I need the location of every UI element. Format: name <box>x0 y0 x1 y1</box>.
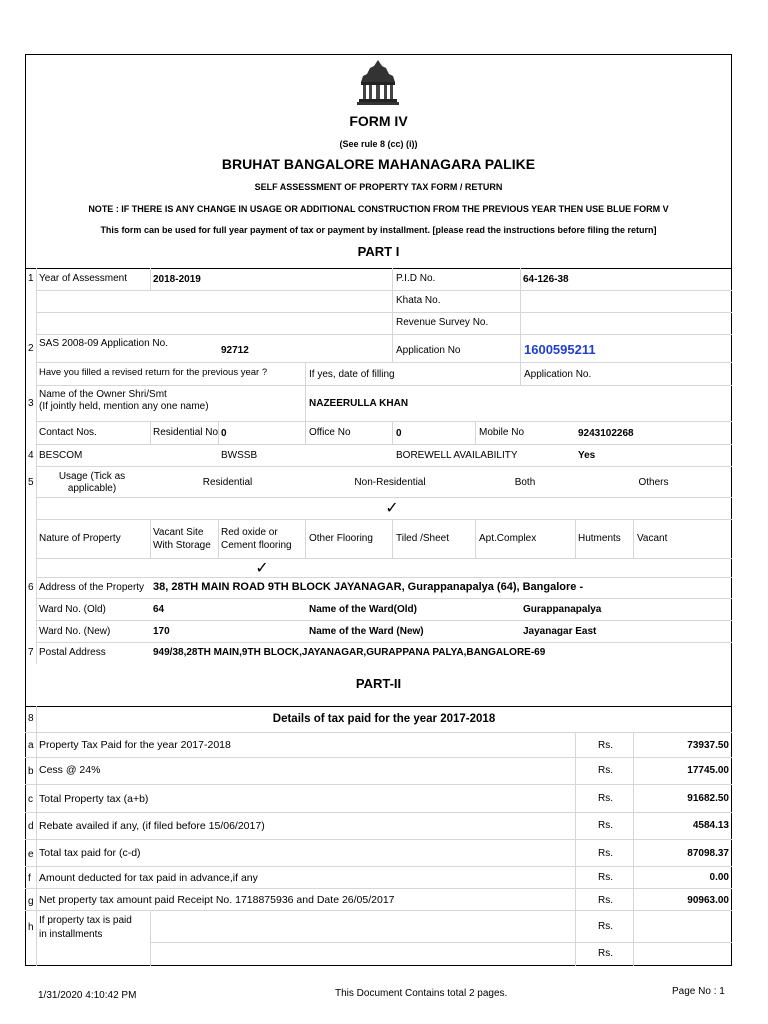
print-datetime: 1/31/2020 4:10:42 PM <box>38 990 137 1001</box>
rs-label: Rs. <box>598 872 613 883</box>
usage-others: Others <box>638 477 669 488</box>
tax-row-label: Net property tax amount paid Receipt No. 1718875936 and Date 26/05/2017 <box>39 894 395 906</box>
mobile-no-value: 9243102268 <box>578 428 634 439</box>
check-icon: ✓ <box>255 560 269 577</box>
row-letter: d <box>28 821 34 832</box>
ward-old-value: 64 <box>153 604 165 615</box>
nature-red-oxide: Red oxide or <box>221 527 278 538</box>
tax-row-amount: 73937.50 <box>687 740 729 751</box>
ward-new-name-label: Name of the Ward (New) <box>309 626 424 637</box>
bwssb-label: BWSSB <box>221 450 258 461</box>
owner-name-label: Name of the Owner Shri/Smt <box>39 389 167 400</box>
divider <box>25 706 732 707</box>
pid-value: 64-126-38 <box>523 274 569 285</box>
check-icon: ✓ <box>385 500 399 517</box>
sas-application-value: 92712 <box>221 345 249 356</box>
tax-row-amount: 87098.37 <box>687 848 729 859</box>
residential-no-value: 0 <box>221 428 227 439</box>
row-letter: b <box>28 766 34 777</box>
sas-application-label: SAS 2008-09 Application No. <box>39 338 168 349</box>
rs-label: Rs. <box>598 740 613 751</box>
row-number: 6 <box>28 582 34 593</box>
ward-old-name-label: Name of the Ward(Old) <box>309 604 417 615</box>
tax-row-label: Property Tax Paid for the year 2017-2018 <box>39 739 231 751</box>
row-letter: e <box>28 849 34 860</box>
nature-tiled: Tiled /Sheet <box>396 533 449 544</box>
postal-address-value: 949/38,28TH MAIN,9TH BLOCK,JAYANAGAR,GURAPPANA PALYA,BANGALORE-69 <box>153 647 546 658</box>
revised-return-label: Have you filled a revised return for the previous year ? <box>39 367 268 378</box>
rule-text: (See rule 8 (cc) (i)) <box>339 139 418 149</box>
usage-note: applicable) <box>67 483 117 494</box>
owner-name-note: (If jointly held, mention any one name) <box>39 401 209 412</box>
ward-new-value: 170 <box>153 626 170 637</box>
ward-old-label: Ward No. (Old) <box>39 604 106 615</box>
usage-note: This form can be used for full year payment of tax or payment by installment. [please read the instructions before filing the return] <box>100 225 657 235</box>
page-number: Page No : 1 <box>672 986 725 997</box>
office-no-label: Office No <box>309 427 351 438</box>
row-number: 2 <box>28 343 34 354</box>
revenue-survey-label: Revenue Survey No. <box>396 317 489 328</box>
org-name: BRUHAT BANGALORE MAHANAGARA PALIKE <box>221 156 536 172</box>
property-address-label: Address of the Property <box>39 582 145 593</box>
nature-apt-complex: Apt.Complex <box>479 533 537 544</box>
revised-date-label: If yes, date of filling <box>309 369 395 380</box>
residential-no-label: Residential No <box>153 427 219 438</box>
application-no-label: Application No <box>396 345 461 356</box>
usage-label: Usage (Tick as <box>58 471 126 482</box>
form-subtitle: SELF ASSESSMENT OF PROPERTY TAX FORM / RETURN <box>254 182 503 192</box>
pages-note: This Document Contains total 2 pages. <box>335 988 508 999</box>
rs-label: Rs. <box>598 948 613 959</box>
row-number: 4 <box>28 450 34 461</box>
tax-row-amount: 17745.00 <box>687 765 729 776</box>
nature-hutments: Hutments <box>578 533 621 544</box>
nature-vacant: Vacant <box>637 533 668 544</box>
tax-row-amount: 91682.50 <box>687 793 729 804</box>
ward-old-name-value: Gurappanapalya <box>523 604 602 615</box>
rs-label: Rs. <box>598 765 613 776</box>
usage-residential: Residential <box>202 477 253 488</box>
row-number: 3 <box>28 398 34 409</box>
ward-new-label: Ward No. (New) <box>39 626 111 637</box>
year-of-assessment-value: 2018-2019 <box>153 274 201 285</box>
tax-row-label: Rebate availed if any, (if filed before 15/06/2017) <box>39 820 265 832</box>
nature-vacant-storage: With Storage <box>153 540 211 551</box>
bescom-label: BESCOM <box>39 450 83 461</box>
bbmp-emblem-icon <box>355 58 401 108</box>
nature-vacant-site: Vacant Site <box>153 527 204 538</box>
contact-label: Contact Nos. <box>39 427 97 438</box>
row-number: 7 <box>28 647 34 658</box>
row-number: 5 <box>28 477 34 488</box>
usage-non-residential: Non-Residential <box>354 477 426 488</box>
row-number: 1 <box>28 273 34 284</box>
nature-other-flooring: Other Flooring <box>309 533 373 544</box>
installment-label: in installments <box>39 929 103 940</box>
tax-row-label: Total Property tax (a+b) <box>39 793 149 805</box>
part2-title: PART-II <box>355 676 402 691</box>
tax-row-amount: 4584.13 <box>692 820 729 831</box>
row-letter: f <box>28 873 31 884</box>
owner-name-value: NAZEERULLA KHAN <box>309 398 409 409</box>
tax-row-label: Amount deducted for tax paid in advance,if any <box>39 872 258 884</box>
usage-both: Both <box>514 477 536 488</box>
property-address-value: 38, 28TH MAIN ROAD 9TH BLOCK JAYANAGAR, Gurappanapalya (64), Bangalore - <box>153 581 584 593</box>
installment-label: If property tax is paid <box>39 915 132 926</box>
note-text: NOTE : IF THERE IS ANY CHANGE IN USAGE OR ADDITIONAL CONSTRUCTION FROM THE PREVIOUS YEAR THEN USE BLUE FORM V <box>88 204 669 214</box>
rs-label: Rs. <box>598 793 613 804</box>
row-letter: a <box>28 740 34 751</box>
mobile-no-label: Mobile No <box>479 427 525 438</box>
application-no-value: 1600595211 <box>524 342 596 357</box>
office-no-value: 0 <box>396 428 402 439</box>
divider <box>25 268 732 269</box>
tax-details-heading: Details of tax paid for the year 2017-2018 <box>272 713 496 725</box>
form-title: FORM IV <box>349 113 408 129</box>
row-letter: g <box>28 896 34 907</box>
ward-new-name-value: Jayanagar East <box>523 626 597 637</box>
tax-row-amount: 90963.00 <box>687 895 729 906</box>
pid-label: P.I.D No. <box>396 273 436 284</box>
tax-row-label: Total tax paid for (c-d) <box>39 847 141 859</box>
postal-address-label: Postal Address <box>39 647 106 658</box>
rs-label: Rs. <box>598 921 613 932</box>
borewell-value: Yes <box>578 450 596 461</box>
borewell-label: BOREWELL AVAILABILITY <box>396 450 518 461</box>
year-of-assessment-label: Year of Assessment <box>39 273 128 284</box>
tax-row-amount: 0.00 <box>709 872 729 883</box>
rs-label: Rs. <box>598 895 613 906</box>
revised-application-label: Application No. <box>524 369 592 380</box>
row-number: 8 <box>28 713 34 724</box>
khata-label: Khata No. <box>396 295 441 306</box>
row-letter: c <box>28 794 33 805</box>
nature-cement-flooring: Cement flooring <box>221 540 292 551</box>
rs-label: Rs. <box>598 820 613 831</box>
part1-title: PART I <box>357 244 400 259</box>
nature-label: Nature of Property <box>39 533 121 544</box>
rs-label: Rs. <box>598 848 613 859</box>
row-letter: h <box>28 922 34 933</box>
tax-row-label: Cess @ 24% <box>39 764 101 776</box>
